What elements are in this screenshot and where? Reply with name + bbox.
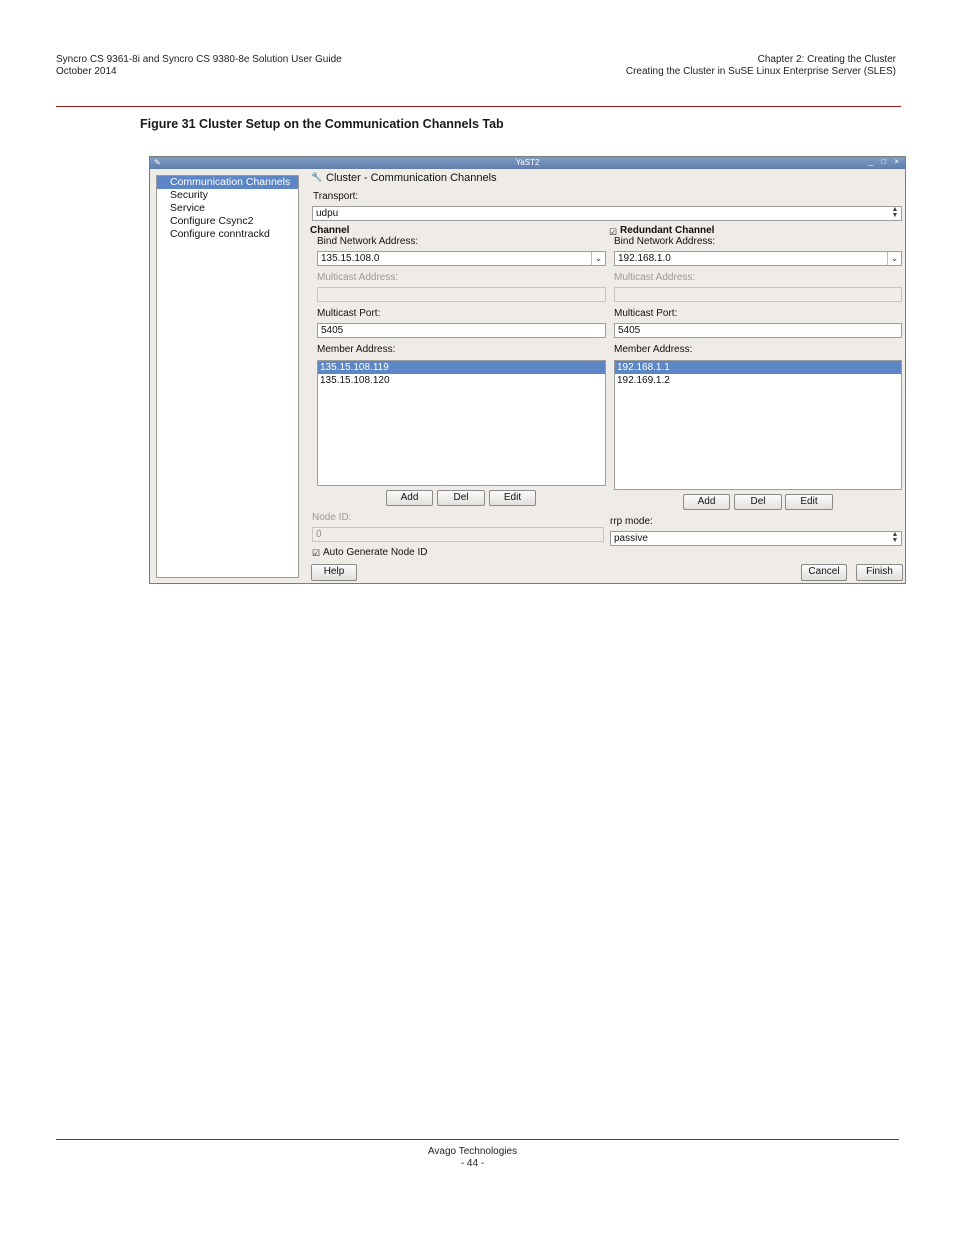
wrench-icon: 🔧 [311,172,323,182]
redundant-add-button[interactable]: Add [683,494,730,510]
header-right [626,54,896,78]
channel-del-button[interactable]: Del [437,490,485,506]
channel-mcast-port-label: Multicast Port: [317,308,381,319]
redundant-edit-button[interactable]: Edit [785,494,833,510]
redundant-checkbox[interactable]: ☑ [609,227,618,237]
redundant-mcast-port-label: Multicast Port: [614,308,678,319]
redundant-del-button[interactable]: Del [734,494,782,510]
node-id-label: Node ID: [312,512,352,523]
auto-node-checkbox[interactable]: ☑ [312,548,321,558]
window-titlebar [150,157,905,169]
redundant-bind-value: 192.168.1.0 [618,253,671,264]
channel-member-label: Member Address: [317,344,396,355]
header-rule [56,106,901,107]
redundant-bind-input[interactable] [614,251,902,266]
chevron-down-icon[interactable]: ⌄ [887,252,901,265]
channel-member-list[interactable] [317,360,606,486]
yast-window [149,156,906,584]
channel-heading: Channel [310,225,350,236]
transport-value: udpu [316,208,339,219]
list-item[interactable]: 192.169.1.2 [617,375,670,386]
section-title: Creating the Cluster in SuSE Linux Enterprise Server (SLES) [625,66,896,77]
channel-mcast-port-input[interactable]: 5405 [317,323,606,338]
redundant-bind-label: Bind Network Address: [614,236,716,247]
sidebar-item-communication-channels[interactable]: Communication Channels [157,176,298,189]
transport-label: Transport: [313,191,359,202]
footer-rule [56,1139,899,1140]
sidebar [156,175,299,578]
chapter-title: Chapter 2: Creating the Cluster [757,54,896,65]
sidebar-item-service[interactable]: Service [170,202,206,214]
header-left [56,54,342,78]
sidebar-item-csync2[interactable]: Configure Csync2 [170,215,254,227]
rrp-mode-select[interactable] [610,531,902,546]
yast-icon: ✎ [154,158,161,167]
list-item[interactable]: 135.15.108.120 [320,375,390,386]
redundant-mcast-port-input[interactable]: 5405 [614,323,902,338]
list-item[interactable]: 192.168.1.1 [615,361,901,374]
footer-company: Avago Technologies [427,1146,518,1157]
doc-title: Syncro CS 9361-8i and Syncro CS 9380-8e Solution User Guide [56,54,342,65]
channel-add-button[interactable]: Add [386,490,433,506]
rrp-mode-value: passive [614,533,648,544]
footer [0,1146,945,1170]
list-item[interactable]: 135.15.108.119 [318,361,605,374]
spin-arrows-icon: ▲ ▼ [891,531,899,544]
help-button[interactable]: Help [311,564,357,581]
node-id-input: 0 [312,527,604,542]
redundant-member-label: Member Address: [614,344,693,355]
spin-arrows-icon: ▲ ▼ [891,206,899,219]
finish-button[interactable]: Finish [856,564,903,581]
page-number: - 44 - [460,1158,485,1169]
redundant-heading: Redundant Channel [620,225,715,236]
channel-bind-value: 135.15.108.0 [321,253,380,264]
channel-mcast-addr-label: Multicast Address: [317,272,399,283]
figure-caption: Figure 31 Cluster Setup on the Communication Channels Tab [140,117,504,131]
sidebar-item-security[interactable]: Security [170,189,208,201]
transport-select[interactable] [312,206,902,221]
cancel-button[interactable]: Cancel [801,564,847,581]
doc-date: October 2014 [56,66,117,77]
page-title: Cluster - Communication Channels [326,172,497,184]
channel-mcast-addr-input [317,287,606,302]
channel-edit-button[interactable]: Edit [489,490,536,506]
redundant-member-list[interactable] [614,360,902,490]
window-controls[interactable]: _ □ × [868,157,902,166]
chevron-down-icon[interactable]: ⌄ [591,252,605,265]
redundant-mcast-addr-label: Multicast Address: [614,272,696,283]
channel-bind-input[interactable] [317,251,606,266]
auto-node-label: Auto Generate Node ID [323,547,428,558]
window-title: YaST2 [515,158,540,167]
redundant-mcast-addr-input [614,287,902,302]
channel-bind-label: Bind Network Address: [317,236,419,247]
rrp-mode-label: rrp mode: [610,516,653,527]
sidebar-item-conntrackd[interactable]: Configure conntrackd [170,228,270,240]
